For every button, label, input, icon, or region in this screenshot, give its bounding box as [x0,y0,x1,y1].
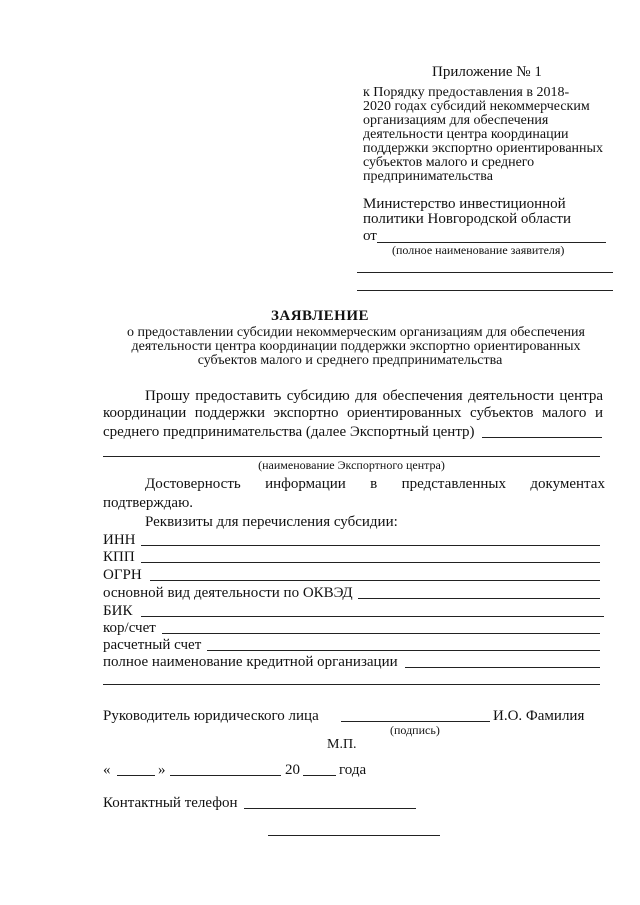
confirm-word: документах [530,476,605,492]
request-line: среднего предпринимательства (далее Экспортный центр) [103,424,475,440]
bottom-divider [268,835,440,836]
subtitle-line: деятельности центра координации поддержки экспортно ориентированных [131,339,581,354]
settlement-account-field[interactable] [207,650,600,651]
inn-label: ИНН [103,532,136,548]
date-month-field[interactable] [170,775,281,776]
confirm-word: Достоверность [145,476,241,492]
bik-label: БИК [103,603,133,619]
bik-field[interactable] [141,616,604,617]
year-suffix: года [339,762,367,778]
confirm-line [145,476,605,492]
addressee-line: политики Новгородской области [363,211,571,227]
appendix-line: субъектов малого и среднего [363,155,535,170]
request-line: Прошу предоставить субсидию для обеспечения деятельности центра [145,388,603,404]
bank-name-label: полное наименование кредитной организации [103,654,398,670]
confirm-word: информации [265,476,346,492]
applicant-name-field-3[interactable] [357,290,613,291]
signature-field[interactable] [341,721,490,722]
kpp-field[interactable] [141,562,600,563]
requisites-title: Реквизиты для перечисления субсидии: [145,514,398,530]
subtitle-line: субъектов малого и среднего предпринимательства [197,353,503,368]
bank-name-field[interactable] [405,667,600,668]
applicant-name-field-2[interactable] [357,272,613,273]
date-close-quote: » [158,762,166,778]
appendix-line: 2020 годах субсидий некоммерческим [363,99,590,114]
confirm-word: в [370,476,378,492]
request-line: координации поддержки экспортно ориентированных субъектов малого и [103,405,603,421]
head-label: Руководитель юридического лица [103,708,319,724]
document-title: ЗАЯВЛЕНИЕ [270,308,370,324]
confirm-word: представленных [401,476,506,492]
export-center-field[interactable] [482,437,602,438]
subtitle-line: о предоставлении субсидии некоммерческим организациям для обеспечения [127,325,585,340]
appendix-line: к Порядку предоставления в 2018- [363,85,570,100]
stamp-label: М.П. [327,737,357,752]
kpp-label: КПП [103,549,135,565]
export-center-field-2[interactable] [103,456,600,457]
okved-label: основной вид деятельности по ОКВЭД [103,585,353,601]
inn-field[interactable] [141,545,600,546]
export-center-caption: (наименование Экспортного центра) [258,458,445,472]
appendix-line: организациям для обеспечения [363,113,549,128]
appendix-title: Приложение № 1 [432,64,542,80]
applicant-caption: (полное наименование заявителя) [392,243,565,257]
signature-caption: (подпись) [390,723,440,737]
date-day-field[interactable] [117,775,155,776]
phone-label: Контактный телефон [103,795,238,811]
head-name: И.О. Фамилия [493,708,585,724]
confirm-end: подтверждаю. [103,495,194,511]
addressee-line: Министерство инвестиционной [363,196,566,212]
phone-field[interactable] [244,808,416,809]
bank-name-field-2[interactable] [103,684,600,685]
from-label: от [363,228,377,244]
ogrn-field[interactable] [150,580,600,581]
date-year-field[interactable] [303,775,336,776]
okved-field[interactable] [358,598,600,599]
appendix-line: предпринимательства [363,169,493,184]
ogrn-label: ОГРН [103,567,142,583]
kor-account-label: кор/счет [103,620,156,636]
appendix-line: деятельности центра координации [363,127,569,142]
appendix-line: поддержки экспортно ориентированных [363,141,603,156]
date-open-quote: « [103,762,111,778]
kor-account-field[interactable] [162,633,600,634]
settlement-account-label: расчетный счет [103,637,202,653]
year-prefix: 20 [285,762,300,778]
